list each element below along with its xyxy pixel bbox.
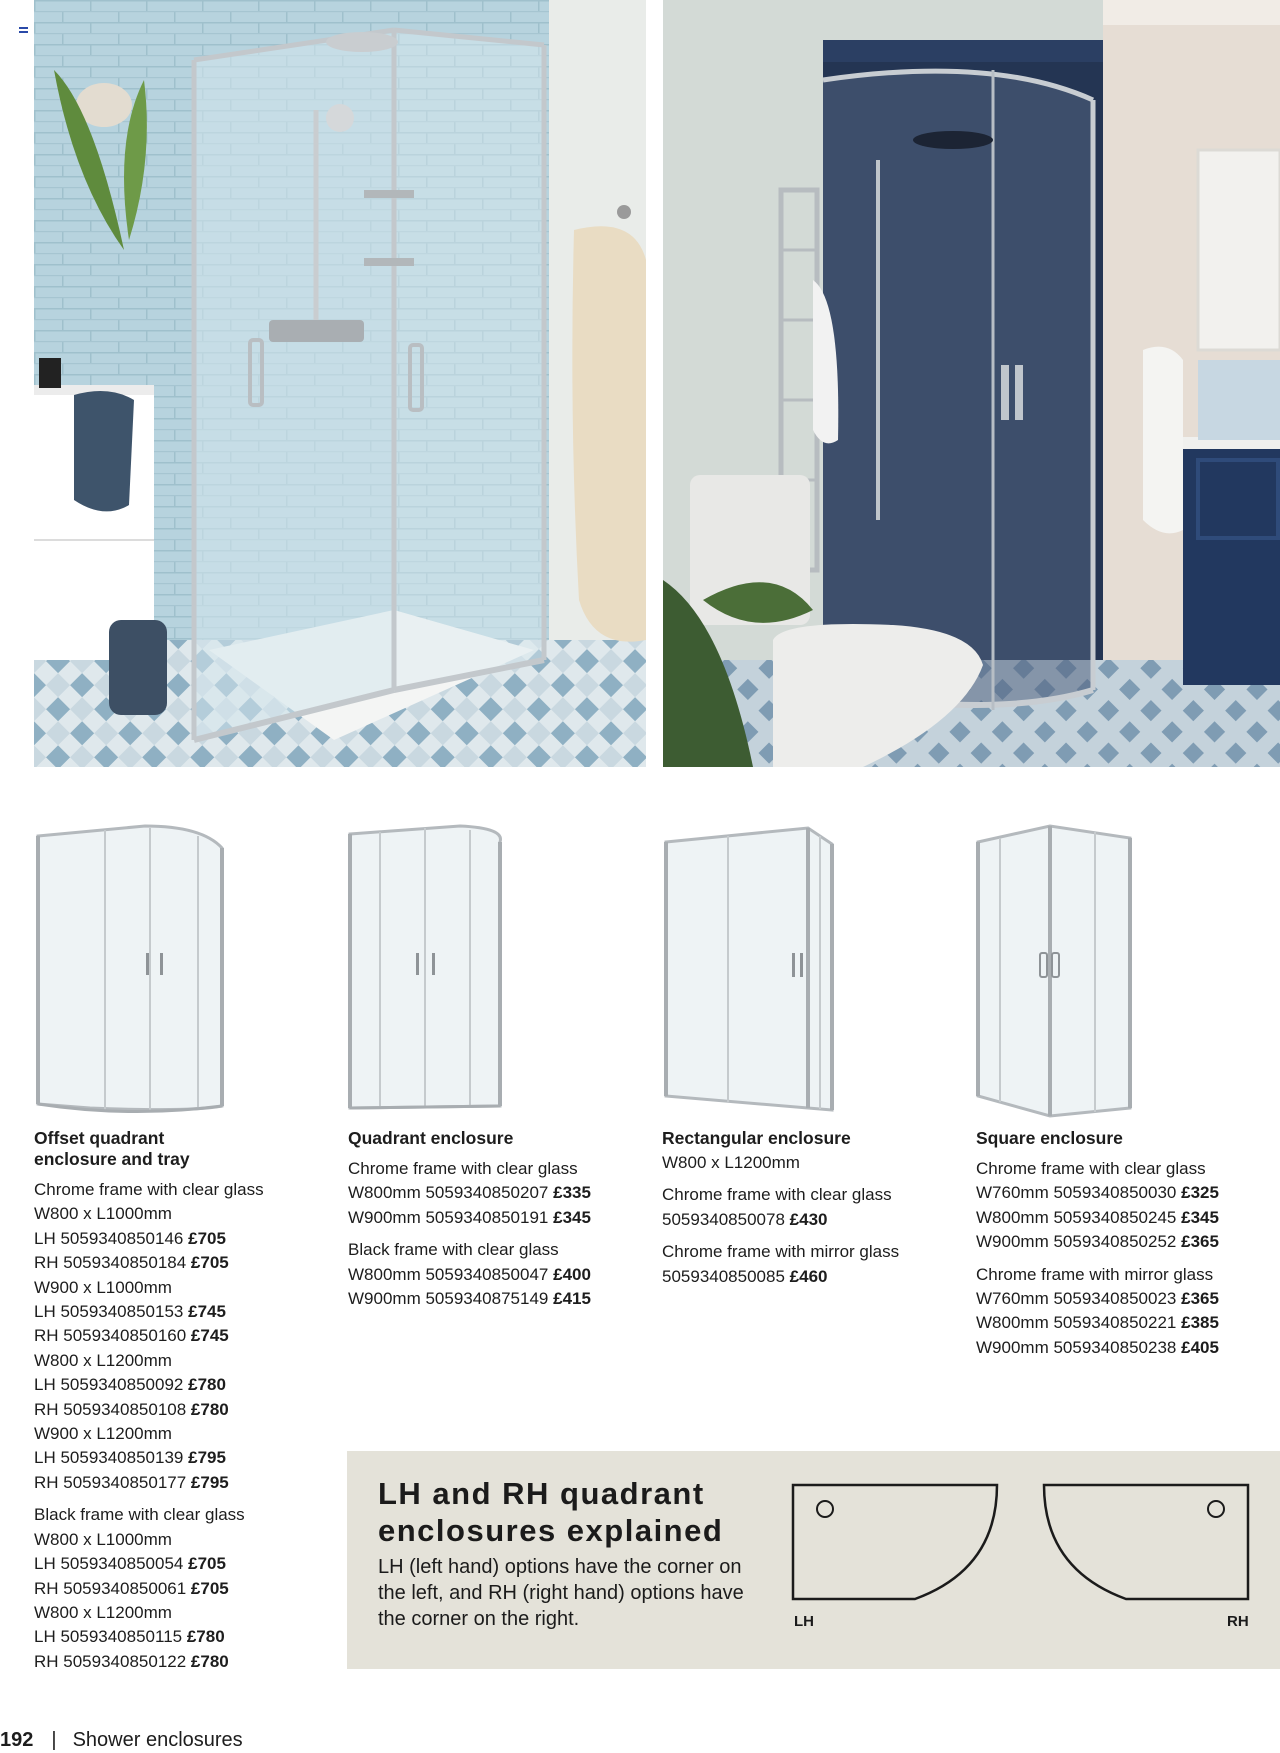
line-text: W800mm 5059340850047: [348, 1264, 549, 1284]
line-text: 5059340850085: [662, 1266, 785, 1286]
product-sku-line: [34, 1471, 324, 1495]
product-spec-line: [662, 1240, 952, 1264]
product-sku-line: [976, 1181, 1266, 1205]
price: £365: [1181, 1232, 1219, 1252]
product-spec-line: [34, 1422, 324, 1446]
info-title: LH and RH quadrant enclosures explained: [378, 1476, 724, 1548]
product-sku-line: [348, 1181, 638, 1205]
quadrant-enclosure-image: [340, 818, 540, 1118]
product-spec-line: [34, 1276, 324, 1300]
product-sku-line: [976, 1311, 1266, 1335]
price: £705: [188, 1228, 226, 1248]
line-text: RH 5059340850160: [34, 1326, 187, 1346]
line-text: W900mm 5059340850238: [976, 1337, 1177, 1357]
line-text: RH 5059340850122: [34, 1651, 187, 1671]
product-spec-line: [348, 1238, 638, 1262]
line-text: LH 5059340850115: [34, 1627, 183, 1647]
page-number: 192: [0, 1729, 34, 1751]
product-sku-line: [34, 1300, 324, 1324]
line-text: W900 x L1000mm: [34, 1277, 172, 1297]
product-size: W800 x L1200mm: [662, 1153, 800, 1172]
price: £780: [186, 1627, 225, 1647]
corner-mark: [19, 20, 28, 26]
product-option-group: [662, 1240, 952, 1289]
product-sku-line: [662, 1208, 952, 1232]
product-sku-line: [34, 1446, 324, 1470]
product-sku-line: [34, 1577, 324, 1601]
rh-quadrant-diagram: [1040, 1483, 1250, 1603]
line-text: W800mm 5059340850245: [976, 1207, 1177, 1227]
price: £365: [1181, 1289, 1219, 1309]
product-option-group: [976, 1263, 1266, 1361]
line-text: RH 5059340850184: [34, 1253, 187, 1273]
product-title: [34, 1128, 324, 1170]
product-title-line: Rectangular enclosure: [662, 1128, 851, 1148]
price: £795: [188, 1448, 226, 1468]
line-text: W900 x L1200mm: [34, 1424, 172, 1444]
price: £705: [190, 1578, 229, 1598]
line-text: W800mm 5059340850221: [976, 1313, 1177, 1333]
line-text: W800 x L1200mm: [34, 1350, 172, 1370]
product-quadrant: [348, 1128, 638, 1319]
square-enclosure-image: [970, 818, 1170, 1118]
product-sku-line: [348, 1263, 638, 1287]
product-sku-line: [662, 1265, 952, 1289]
line-text: LH 5059340850139: [34, 1448, 184, 1468]
price: £345: [553, 1207, 591, 1227]
product-sku-line: [348, 1287, 638, 1311]
product-sku-line: [348, 1206, 638, 1230]
offset-quadrant-enclosure-image: [30, 818, 230, 1118]
price: £780: [188, 1375, 226, 1395]
line-text: LH 5059340850153: [34, 1302, 184, 1322]
line-text: W900mm 5059340850252: [976, 1232, 1177, 1252]
line-text: LH 5059340850092: [34, 1375, 184, 1395]
price: £385: [1181, 1313, 1219, 1333]
line-text: W800 x L1000mm: [34, 1204, 172, 1224]
product-spec-line: [34, 1601, 324, 1625]
lh-label: LH: [794, 1613, 814, 1630]
product-sku-line: [34, 1324, 324, 1348]
price: £335: [553, 1183, 591, 1203]
bathroom-photo-quadrant-enclosure: [663, 0, 1280, 767]
line-text: Chrome frame with clear glass: [976, 1159, 1206, 1178]
line-text: W900mm 5059340850191: [348, 1207, 549, 1227]
line-text: Black frame with clear glass: [348, 1240, 559, 1260]
price: £780: [190, 1651, 229, 1671]
product-spec-line: [34, 1349, 324, 1373]
product-spec-line: [976, 1157, 1266, 1181]
line-text: Black frame with clear glass: [34, 1505, 245, 1525]
product-sku-line: [976, 1206, 1266, 1230]
price: £400: [553, 1264, 591, 1284]
price: £405: [1181, 1337, 1219, 1357]
product-title: [348, 1128, 638, 1149]
product-title-line: Square enclosure: [976, 1128, 1123, 1148]
product-sku-line: [976, 1336, 1266, 1360]
price: £345: [1181, 1207, 1219, 1227]
price: £705: [188, 1554, 226, 1574]
price: £325: [1181, 1183, 1219, 1203]
info-text: LH (left hand) options have the corner on the left, and RH (right hand) options have the corner on the right.: [378, 1556, 744, 1630]
line-text: RH 5059340850177: [34, 1472, 187, 1492]
product-square: [976, 1128, 1266, 1368]
product-spec-line: [34, 1202, 324, 1226]
section-name: Shower enclosures: [72, 1729, 243, 1751]
line-text: W800 x L1000mm: [34, 1529, 172, 1549]
line-text: W760mm 5059340850023: [976, 1289, 1177, 1309]
product-option-group: [976, 1157, 1266, 1255]
product-sku-line: [34, 1251, 324, 1275]
product-option-group: [348, 1238, 638, 1311]
line-text: W800mm 5059340850207: [348, 1183, 549, 1203]
product-spec-line: [348, 1157, 638, 1181]
product-sku-line: [34, 1398, 324, 1422]
footer-separator: |: [51, 1729, 57, 1751]
price: £415: [553, 1289, 591, 1309]
line-text: RH 5059340850061: [34, 1578, 187, 1598]
line-text: Chrome frame with clear glass: [34, 1180, 264, 1199]
product-sku-line: [34, 1650, 324, 1674]
price: £795: [190, 1472, 229, 1492]
line-text: Chrome frame with clear glass: [348, 1159, 578, 1178]
rectangular-enclosure-image: [660, 818, 860, 1118]
line-text: W800 x L1200mm: [34, 1602, 172, 1622]
line-text: W760mm 5059340850030: [976, 1183, 1177, 1203]
line-text: LH 5059340850146: [34, 1228, 184, 1248]
product-sku-line: [34, 1373, 324, 1397]
product-spec-line: [662, 1183, 952, 1207]
page-footer: [0, 1728, 243, 1752]
product-option-group: [34, 1503, 324, 1674]
rh-label: RH: [1227, 1613, 1249, 1630]
price: £745: [188, 1302, 226, 1322]
product-sku-line: [34, 1552, 324, 1576]
line-text: Chrome frame with clear glass: [662, 1185, 892, 1205]
line-text: Chrome frame with mirror glass: [662, 1242, 900, 1262]
product-spec-line: [34, 1503, 324, 1527]
product-option-group: [34, 1178, 324, 1495]
price: £460: [789, 1266, 828, 1286]
line-text: LH 5059340850054: [34, 1554, 184, 1574]
product-title-line: Offset quadrant: [34, 1128, 165, 1148]
product-option-group: [348, 1157, 638, 1230]
product-sku-line: [34, 1227, 324, 1251]
product-title: [976, 1128, 1266, 1149]
bathroom-photo-square-enclosure: [34, 0, 646, 767]
price: £745: [190, 1326, 229, 1346]
product-title-line: Quadrant enclosure: [348, 1128, 514, 1148]
price: £705: [190, 1253, 229, 1273]
product-sku-line: [976, 1287, 1266, 1311]
product-offset-quadrant: [34, 1128, 324, 1682]
price: £430: [789, 1209, 828, 1229]
line-text: Chrome frame with mirror glass: [976, 1264, 1214, 1284]
product-spec-line: [976, 1263, 1266, 1287]
line-text: 5059340850078: [662, 1209, 785, 1229]
lh-rh-info-box: [347, 1451, 1280, 1669]
product-sku-line: [976, 1230, 1266, 1254]
line-text: RH 5059340850108: [34, 1399, 187, 1419]
lh-quadrant-diagram: [791, 1483, 1001, 1603]
price: £780: [190, 1399, 229, 1419]
product-spec-line: [34, 1178, 324, 1202]
product-option-group: [662, 1183, 952, 1232]
product-rectangular: [662, 1128, 952, 1297]
product-spec-line: [34, 1528, 324, 1552]
product-sku-line: [34, 1625, 324, 1649]
product-title-line: enclosure and tray: [34, 1149, 190, 1169]
line-text: W900mm 5059340875149: [348, 1289, 549, 1309]
product-title: [662, 1128, 952, 1149]
